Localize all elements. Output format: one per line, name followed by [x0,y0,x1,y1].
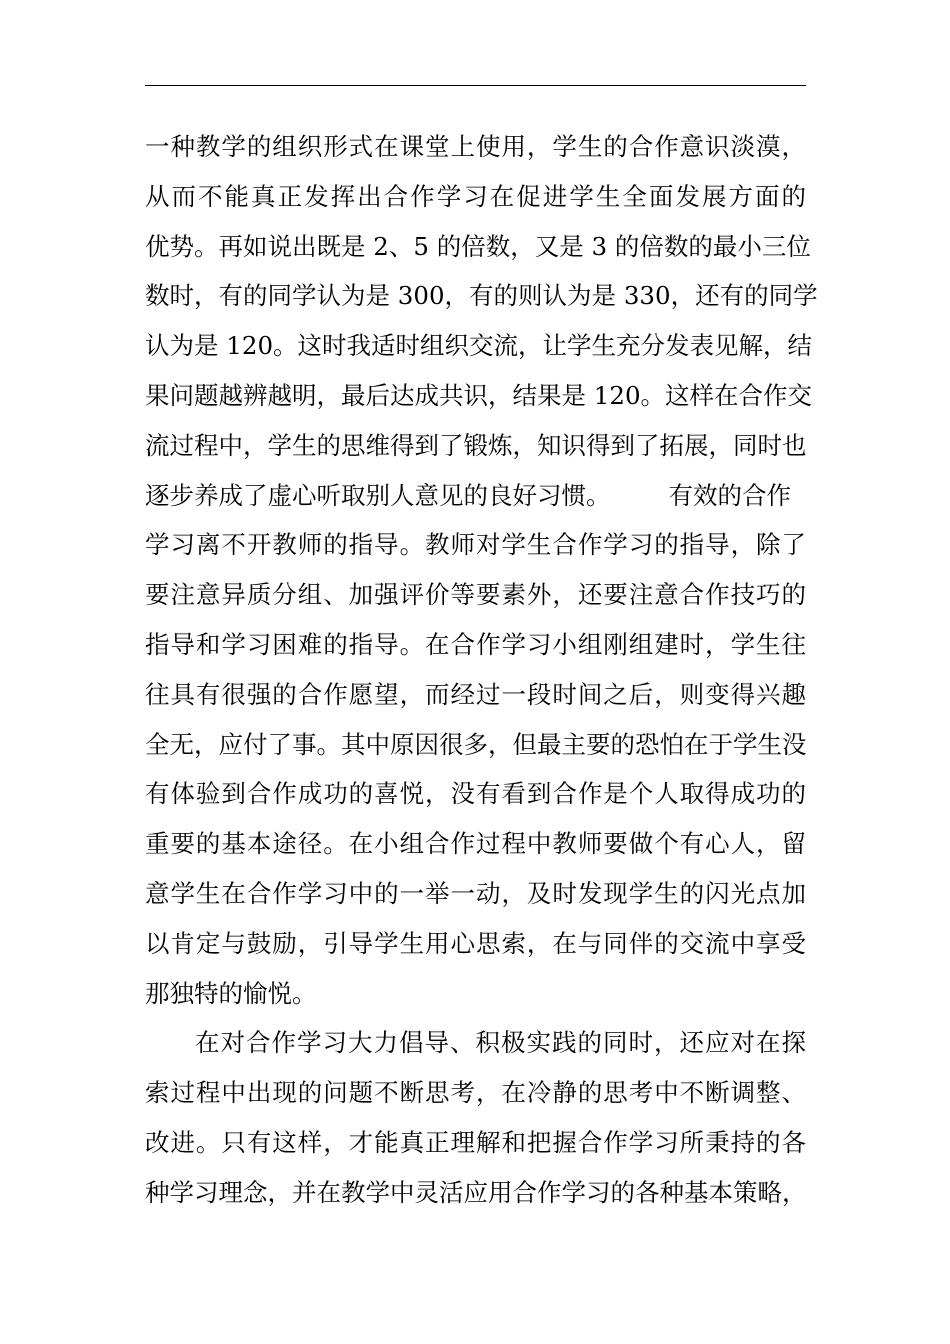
text-line: 一种教学的组织形式在课堂上使用，学生的合作意识淡漠， [145,132,806,161]
body-text [145,122,818,1218]
text-line: 从而不能真正发挥出合作学习在促进学生全面发展方面的 [145,181,806,211]
text-line: 那独特的愉悦。 [145,978,317,1008]
paragraph-2 [145,471,806,1019]
header-rule [145,85,806,86]
text-line: 以肯定与鼓励，引导学生用心思索，在与同伴的交流中享受 [145,928,806,958]
text-line: 索过程中出现的问题不断思考，在冷静的思考中不断调整、 [145,1078,806,1108]
text-line: 意学生在合作学习中的一举一动，及时发现学生的闪光点加 [145,878,806,908]
text-line: 往具有很强的合作愿望，而经过一段时间之后，则变得兴趣 [145,679,806,709]
text-line-split [145,471,806,521]
text-line: 优势。再如说出既是 2、5 的倍数，又是 3 的倍数的最小三位 [145,231,811,261]
text-line: 流过程中，学生的思维得到了锻炼，知识得到了拓展，同时也 [145,430,807,460]
text-line-left: 逐步养成了虚心听取别人意见的良好习惯。 [145,480,611,510]
text-line: 指导和学习困难的指导。在合作学习小组刚组建时，学生往 [145,629,806,659]
text-line: 认为是 120。这时我适时组织交流，让学生充分发表见解，结 [145,331,813,361]
text-line: 种学习理念，并在教学中灵活应用合作学习的各种基本策略， [145,1177,807,1207]
text-line: 重要的基本途径。在小组合作过程中教师要做个有心人，留 [145,829,806,859]
text-line: 果问题越辨越明，最后达成共识，结果是 120。这样在合作交 [145,380,813,410]
text-line: 全无，应付了事。其中原因很多，但最主要的恐怕在于学生没 [145,729,807,759]
text-line-right: 有效的合作 [668,480,791,510]
text-line: 学习离不开教师的指导。教师对学生合作学习的指导，除了 [145,530,806,560]
text-line: 改进。只有这样，才能真正理解和把握合作学习所秉持的各 [145,1127,806,1157]
text-line: 在对合作学习大力倡导、积极实践的同时，还应对在探 [195,1028,806,1058]
text-line: 要注意异质分组、加强评价等要素外，还要注意合作技巧的 [145,580,806,610]
paragraph-1 [145,122,818,471]
paragraph-3 [145,1018,806,1217]
text-line: 有体验到合作成功的喜悦，没有看到合作是个人取得成功的 [145,779,806,809]
text-line: 数时，有的同学认为是 300，有的则认为是 330，还有的同学 [145,281,818,311]
